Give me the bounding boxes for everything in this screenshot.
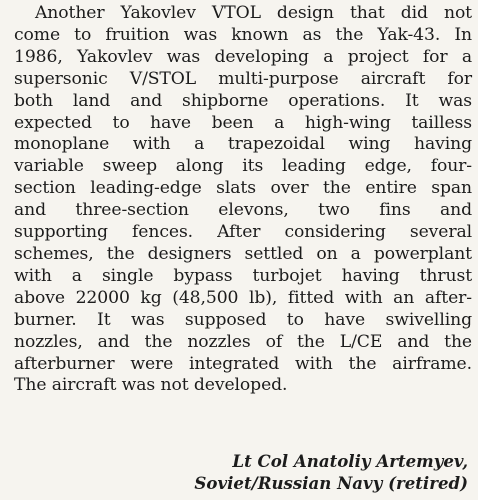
article-line: and three-section elevons, two fins and	[14, 200, 472, 221]
article-line: section leading-edge slats over the entire span	[14, 178, 472, 199]
article-line: burner. It was supposed to have swivelling	[14, 309, 472, 330]
article-line: nozzles, and the nozzles of the L/CE and the	[14, 331, 472, 352]
article-line: afterburner were integrated with the airframe.	[14, 353, 472, 374]
author-signature	[194, 450, 468, 494]
article-line: above 22000 kg (48,500 lb), fitted with an after-	[14, 287, 472, 308]
article-line: supersonic V/STOL multi-purpose aircraft for	[14, 68, 472, 89]
article-line: come to fruition was known as the Yak-43. In	[14, 24, 472, 45]
article-line: 1986, Yakovlev was developing a project for a	[14, 46, 472, 67]
article-line: with a single bypass turbojet having thrust	[14, 265, 472, 286]
article-line: expected to have been a high-wing tailless	[14, 112, 472, 133]
article-line: variable sweep along its leading edge, four-	[14, 156, 472, 177]
article-line: supporting fences. After considering several	[14, 222, 472, 243]
article-line: The aircraft was not developed.	[14, 375, 288, 396]
article-line: both land and shipborne operations. It was	[14, 90, 472, 111]
article-line: Another Yakovlev VTOL design that did not	[35, 3, 472, 23]
article-body	[14, 3, 472, 397]
author-name: Lt Col Anatoliy Artemyev,	[232, 451, 468, 471]
article-line: monoplane with a trapezoidal wing having	[14, 134, 472, 155]
article-line: schemes, the designers settled on a powerplant	[14, 243, 472, 264]
author-affiliation: Soviet/Russian Navy (retired)	[194, 473, 468, 493]
